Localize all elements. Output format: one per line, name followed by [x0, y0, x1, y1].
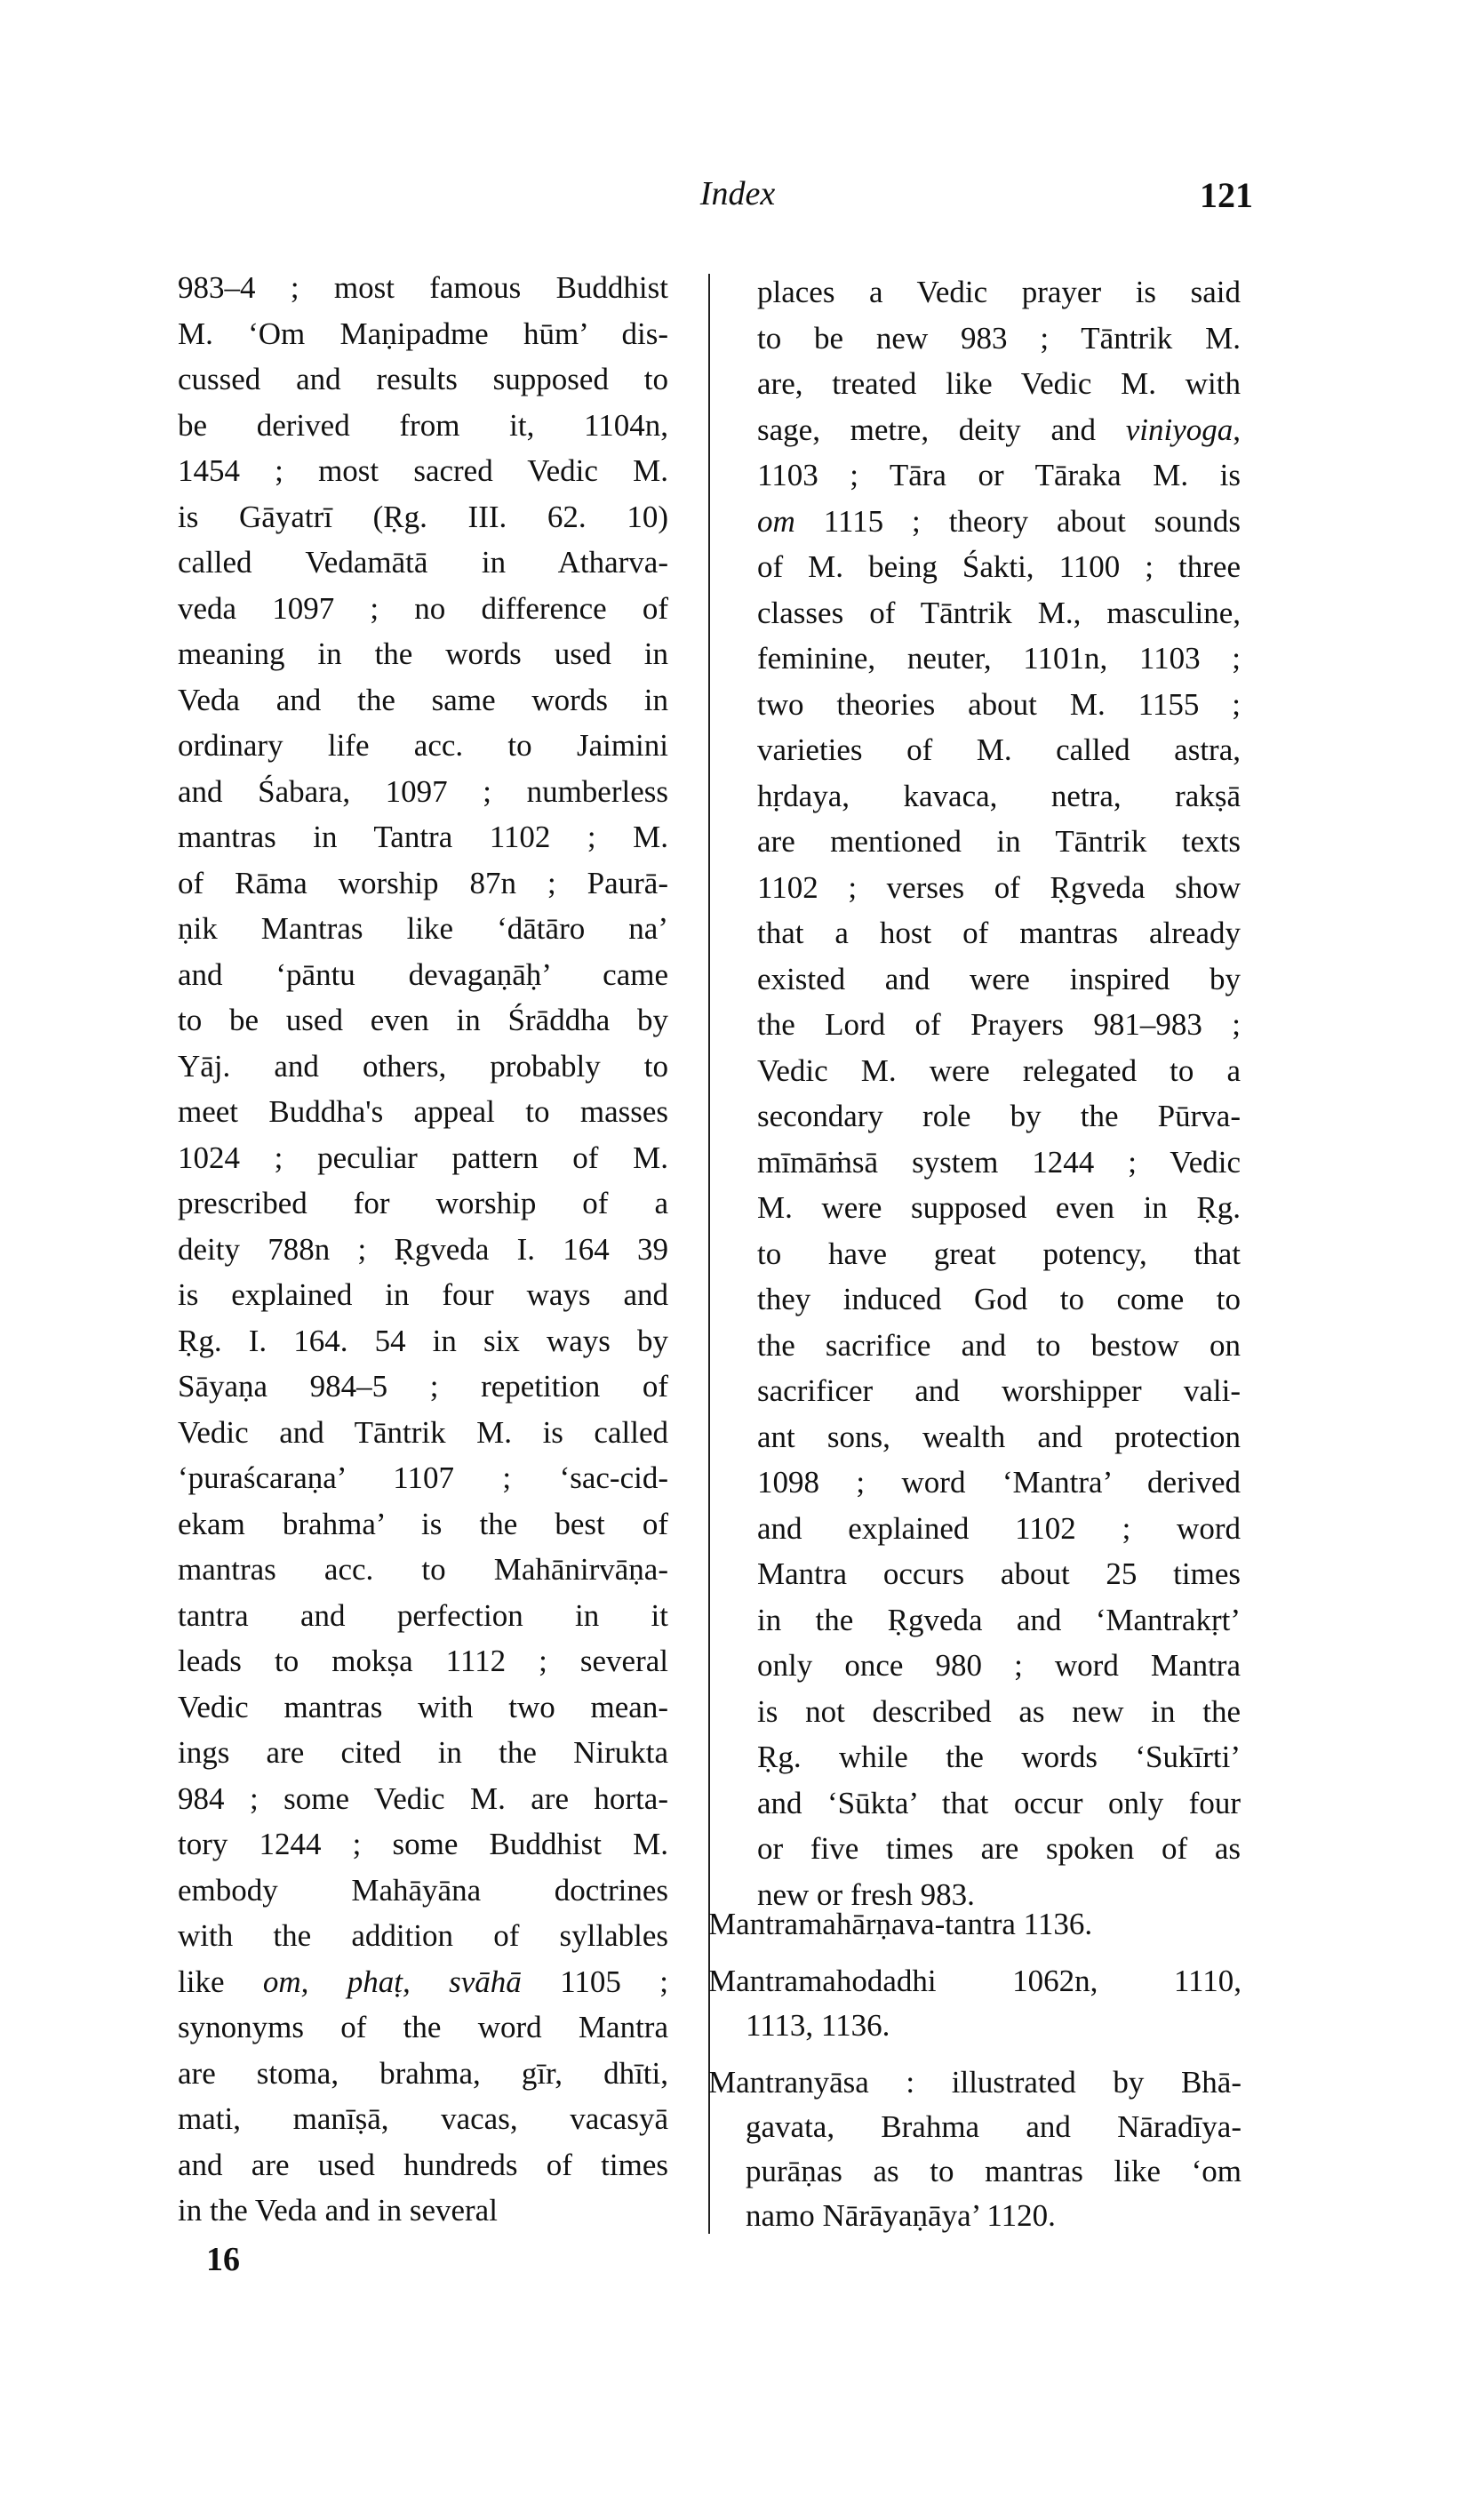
text-line	[178, 860, 668, 907]
text-segment: are stoma, brahma, gīr, dhīti,	[178, 2055, 668, 2091]
text-line	[178, 1547, 668, 1593]
text-line	[178, 997, 668, 1044]
text-line	[757, 407, 1241, 453]
text-segment: ings are cited in the Nirukta	[178, 1735, 668, 1770]
text-segment: and explained 1102 ; word	[757, 1510, 1241, 1546]
text-segment: 1115 ; theory about sounds	[794, 503, 1241, 539]
text-line	[757, 544, 1241, 590]
text-line	[178, 906, 668, 952]
text-segment: of M. being Śakti, 1100 ; three	[757, 549, 1241, 584]
text-segment: and ‘Sūkta’ that occur only four	[757, 1785, 1241, 1820]
index-entry	[708, 2060, 1241, 2238]
text-line	[757, 1689, 1241, 1735]
text-line	[178, 1180, 668, 1227]
text-line	[178, 403, 668, 449]
text-segment: are mentioned in Tāntrik texts	[757, 824, 1241, 859]
text-line	[178, 769, 668, 815]
text-line	[178, 2188, 668, 2234]
text-line	[757, 1826, 1241, 1872]
text-segment: embody Mahāyāna doctrines	[178, 1872, 668, 1908]
text-segment: Vedic mantras with two mean-	[178, 1689, 668, 1724]
text-segment: mati, manīṣā, vacas, vacasyā	[178, 2101, 668, 2136]
text-segment: deity 788n ; Ṛgveda I. 164 39	[178, 1231, 668, 1267]
text-segment: with the addition of syllables	[178, 1918, 668, 1953]
text-segment: ordinary life acc. to Jaimini	[178, 728, 668, 763]
text-segment: Veda and the same words in	[178, 682, 668, 717]
text-segment: 1105 ;	[521, 1964, 669, 1999]
text-segment: Vedic and Tāntrik M. is called	[178, 1414, 668, 1450]
text-segment: new or fresh 983.	[757, 1876, 975, 1912]
text-segment: classes of Tāntrik M., masculine,	[757, 595, 1241, 630]
text-line	[178, 1318, 668, 1364]
text-line	[178, 677, 668, 724]
text-line	[757, 590, 1241, 636]
text-line	[757, 773, 1241, 820]
text-line	[757, 361, 1241, 407]
text-line	[178, 814, 668, 860]
text-segment: is not described as new in the	[757, 1693, 1241, 1729]
running-head-title: Index	[699, 175, 776, 212]
text-segment: 984 ; some Vedic M. are horta-	[178, 1780, 668, 1816]
text-segment: prescribed for worship of a	[178, 1186, 668, 1220]
text-line	[178, 2096, 668, 2142]
text-line	[757, 636, 1241, 682]
text-segment: Vedic M. were relegated to a	[757, 1052, 1241, 1088]
text-segment: meaning in the words used in	[178, 636, 668, 671]
text-segment: 1102 ; verses of Ṛgveda show	[757, 869, 1241, 905]
text-line	[178, 1501, 668, 1548]
text-line	[178, 1821, 668, 1868]
text-segment: M. ‘Om Maṇipadme hūm’ dis-	[178, 316, 668, 351]
index-entry	[708, 1959, 1241, 2048]
text-line	[178, 1730, 668, 1776]
text-segment: ,	[1233, 412, 1241, 447]
text-segment: synonyms of the word Mantra	[178, 2010, 668, 2044]
text-line	[178, 1364, 668, 1410]
text-segment: Mantra occurs about 25 times	[757, 1556, 1241, 1591]
text-segment: is explained in four ways and	[178, 1277, 668, 1312]
text-segment: hṛdaya, kavaca, netra, rakṣā	[757, 778, 1241, 813]
text-line	[178, 311, 668, 357]
text-segment: that a host of mantras already	[757, 916, 1241, 950]
text-segment: and are used hundreds of times	[178, 2147, 668, 2182]
text-line	[757, 727, 1241, 773]
text-line	[757, 499, 1241, 545]
text-line	[757, 1323, 1241, 1369]
text-segment: to be new 983 ; Tāntrik M.	[757, 320, 1241, 356]
text-segment: meet Buddha's appeal to masses	[178, 1094, 668, 1129]
text-segment: secondary role by the Pūrva-	[757, 1099, 1241, 1133]
text-line	[757, 316, 1241, 362]
text-line: Mantramahārṇava-tantra 1136.	[708, 1907, 1093, 1941]
text-line	[178, 265, 668, 311]
text-segment: and ‘pāntu devagaṇāḥ’ came	[178, 956, 668, 992]
text-segment: to have great potency, that	[757, 1236, 1241, 1271]
text-segment: are, treated like Vedic M. with	[757, 366, 1241, 401]
text-segment: two theories about M. 1155 ;	[757, 686, 1241, 722]
text-line	[757, 1734, 1241, 1780]
text-segment: to be used even in Śrāddha by	[178, 1003, 668, 1037]
text-line	[178, 1776, 668, 1822]
text-segment: the sacrifice and to bestow on	[757, 1327, 1241, 1363]
text-segment: be derived from it, 1104n,	[178, 407, 668, 443]
text-segment: is Gāyatrī (Ṛg. III. 62. 10)	[178, 499, 668, 534]
text-line	[757, 1231, 1241, 1277]
text-segment: tory 1244 ; some Buddhist M.	[178, 1827, 668, 1861]
text-line	[757, 1368, 1241, 1414]
text-line	[757, 1185, 1241, 1231]
text-segment: feminine, neuter, 1101n, 1103 ;	[757, 641, 1241, 676]
text-segment: Yāj. and others, probably to	[178, 1048, 668, 1084]
text-line	[178, 586, 668, 632]
text-segment: or five times are spoken of as	[757, 1831, 1241, 1866]
text-line	[757, 1551, 1241, 1597]
text-line	[757, 1140, 1241, 1186]
text-line: 1113, 1136.	[746, 2008, 890, 2043]
text-line	[757, 1048, 1241, 1094]
text-line: Mantranyāsa : illustrated by Bhā-	[708, 2065, 1241, 2100]
text-segment: 1098 ; word ‘Mantra’ derived	[757, 1465, 1241, 1500]
text-line: Mantramahodadhi 1062n, 1110,	[708, 1964, 1241, 1998]
text-line	[178, 1913, 668, 1959]
text-segment: cussed and results supposed to	[178, 362, 668, 396]
text-line	[757, 1643, 1241, 1689]
signature-mark: 16	[206, 2241, 240, 2278]
text-line	[178, 1044, 668, 1090]
text-line	[757, 1506, 1241, 1552]
text-segment: called Vedamātā in Atharva-	[178, 545, 668, 580]
text-line	[178, 448, 668, 494]
text-segment: Sāyaṇa 984–5 ; repetition of	[178, 1369, 668, 1404]
text-segment: like	[178, 1964, 263, 1999]
text-segment: mīmāṁsā system 1244 ; Vedic	[757, 1144, 1241, 1180]
text-line	[178, 540, 668, 586]
text-line	[178, 2051, 668, 2097]
text-segment: sacrificer and worshipper vali-	[757, 1373, 1241, 1408]
text-line	[178, 494, 668, 540]
italic-term: om	[757, 503, 795, 539]
text-line	[178, 1272, 668, 1318]
text-segment: places a Vedic prayer is said	[757, 275, 1241, 309]
text-segment: tantra and perfection in it	[178, 1597, 668, 1633]
text-line	[178, 1455, 668, 1501]
right-column-text	[757, 269, 1241, 1917]
text-segment: in the Ṛgveda and ‘Mantrakṛt’	[757, 1602, 1241, 1637]
text-line	[178, 1227, 668, 1273]
text-line	[757, 1597, 1241, 1644]
text-line	[178, 1410, 668, 1456]
italic-term: om, phaṭ, svāhā	[262, 1964, 522, 1999]
text-line	[178, 1089, 668, 1135]
text-segment: leads to mokṣa 1112 ; several	[178, 1644, 668, 1678]
text-line	[178, 1638, 668, 1684]
text-segment: 1024 ; peculiar pattern of M.	[178, 1140, 668, 1175]
text-segment: ant sons, wealth and protection	[757, 1419, 1241, 1454]
text-line	[757, 910, 1241, 956]
text-segment: veda 1097 ; no difference of	[178, 590, 668, 626]
text-line	[178, 2142, 668, 2188]
text-segment: ‘puraścaraṇa’ 1107 ; ‘sac-cid-	[178, 1460, 668, 1495]
text-segment: only once 980 ; word Mantra	[757, 1648, 1241, 1683]
italic-term: viniyoga	[1125, 412, 1233, 447]
text-line	[757, 1093, 1241, 1140]
text-line	[178, 952, 668, 998]
text-segment: varieties of M. called astra,	[757, 732, 1241, 767]
text-segment: mantras acc. to Mahānirvāṇa-	[178, 1552, 668, 1587]
text-segment: 1454 ; most sacred Vedic M.	[178, 453, 668, 488]
text-line	[757, 269, 1241, 316]
text-segment: M. were supposed even in Ṛg.	[757, 1190, 1241, 1225]
text-line	[757, 956, 1241, 1003]
index-entry	[708, 1902, 1241, 1947]
text-segment: and Śabara, 1097 ; numberless	[178, 773, 668, 809]
text-line	[757, 452, 1241, 499]
text-line: namo Nārāyaṇāya’ 1120.	[746, 2198, 1056, 2233]
text-segment: ekam brahma’ is the best of	[178, 1506, 668, 1541]
text-segment: Ṛg. while the words ‘Sukīrti’	[757, 1740, 1241, 1774]
text-line	[757, 819, 1241, 865]
text-segment: 1103 ; Tāra or Tāraka M. is	[757, 458, 1241, 492]
text-line	[178, 631, 668, 677]
index-entries	[708, 1902, 1241, 2251]
text-line	[757, 682, 1241, 728]
text-segment: mantras in Tantra 1102 ; M.	[178, 820, 668, 854]
text-line	[178, 2004, 668, 2051]
page-number: 121	[1200, 175, 1253, 215]
text-line	[178, 1593, 668, 1639]
text-line	[757, 1276, 1241, 1323]
text-line	[757, 1460, 1241, 1506]
text-segment: they induced God to come to	[757, 1282, 1241, 1316]
text-segment: 983–4 ; most famous Buddhist	[178, 270, 668, 305]
text-line	[757, 1002, 1241, 1048]
text-segment: sage, metre, deity and	[757, 412, 1126, 447]
left-column-text	[178, 265, 668, 2234]
text-line	[178, 1684, 668, 1731]
text-line	[178, 723, 668, 769]
text-segment: existed and were inspired by	[757, 961, 1241, 996]
text-line	[178, 1135, 668, 1181]
text-line	[178, 1868, 668, 1914]
text-line	[178, 356, 668, 403]
text-segment: in the Veda and in several	[178, 2193, 498, 2228]
text-segment: ṇik Mantras like ‘dātāro na’	[178, 911, 668, 946]
text-line	[757, 1780, 1241, 1827]
text-line	[757, 865, 1241, 911]
text-segment: of Rāma worship 87n ; Paurā-	[178, 865, 668, 900]
text-segment: Ṛg. I. 164. 54 in six ways by	[178, 1323, 668, 1358]
text-line: gavata, Brahma and Nāradīya-	[746, 2109, 1241, 2144]
text-line	[178, 1959, 668, 2005]
text-line: purāṇas as to mantras like ‘om	[746, 2154, 1241, 2188]
text-line	[757, 1414, 1241, 1460]
text-segment: the Lord of Prayers 981–983 ;	[757, 1007, 1241, 1042]
